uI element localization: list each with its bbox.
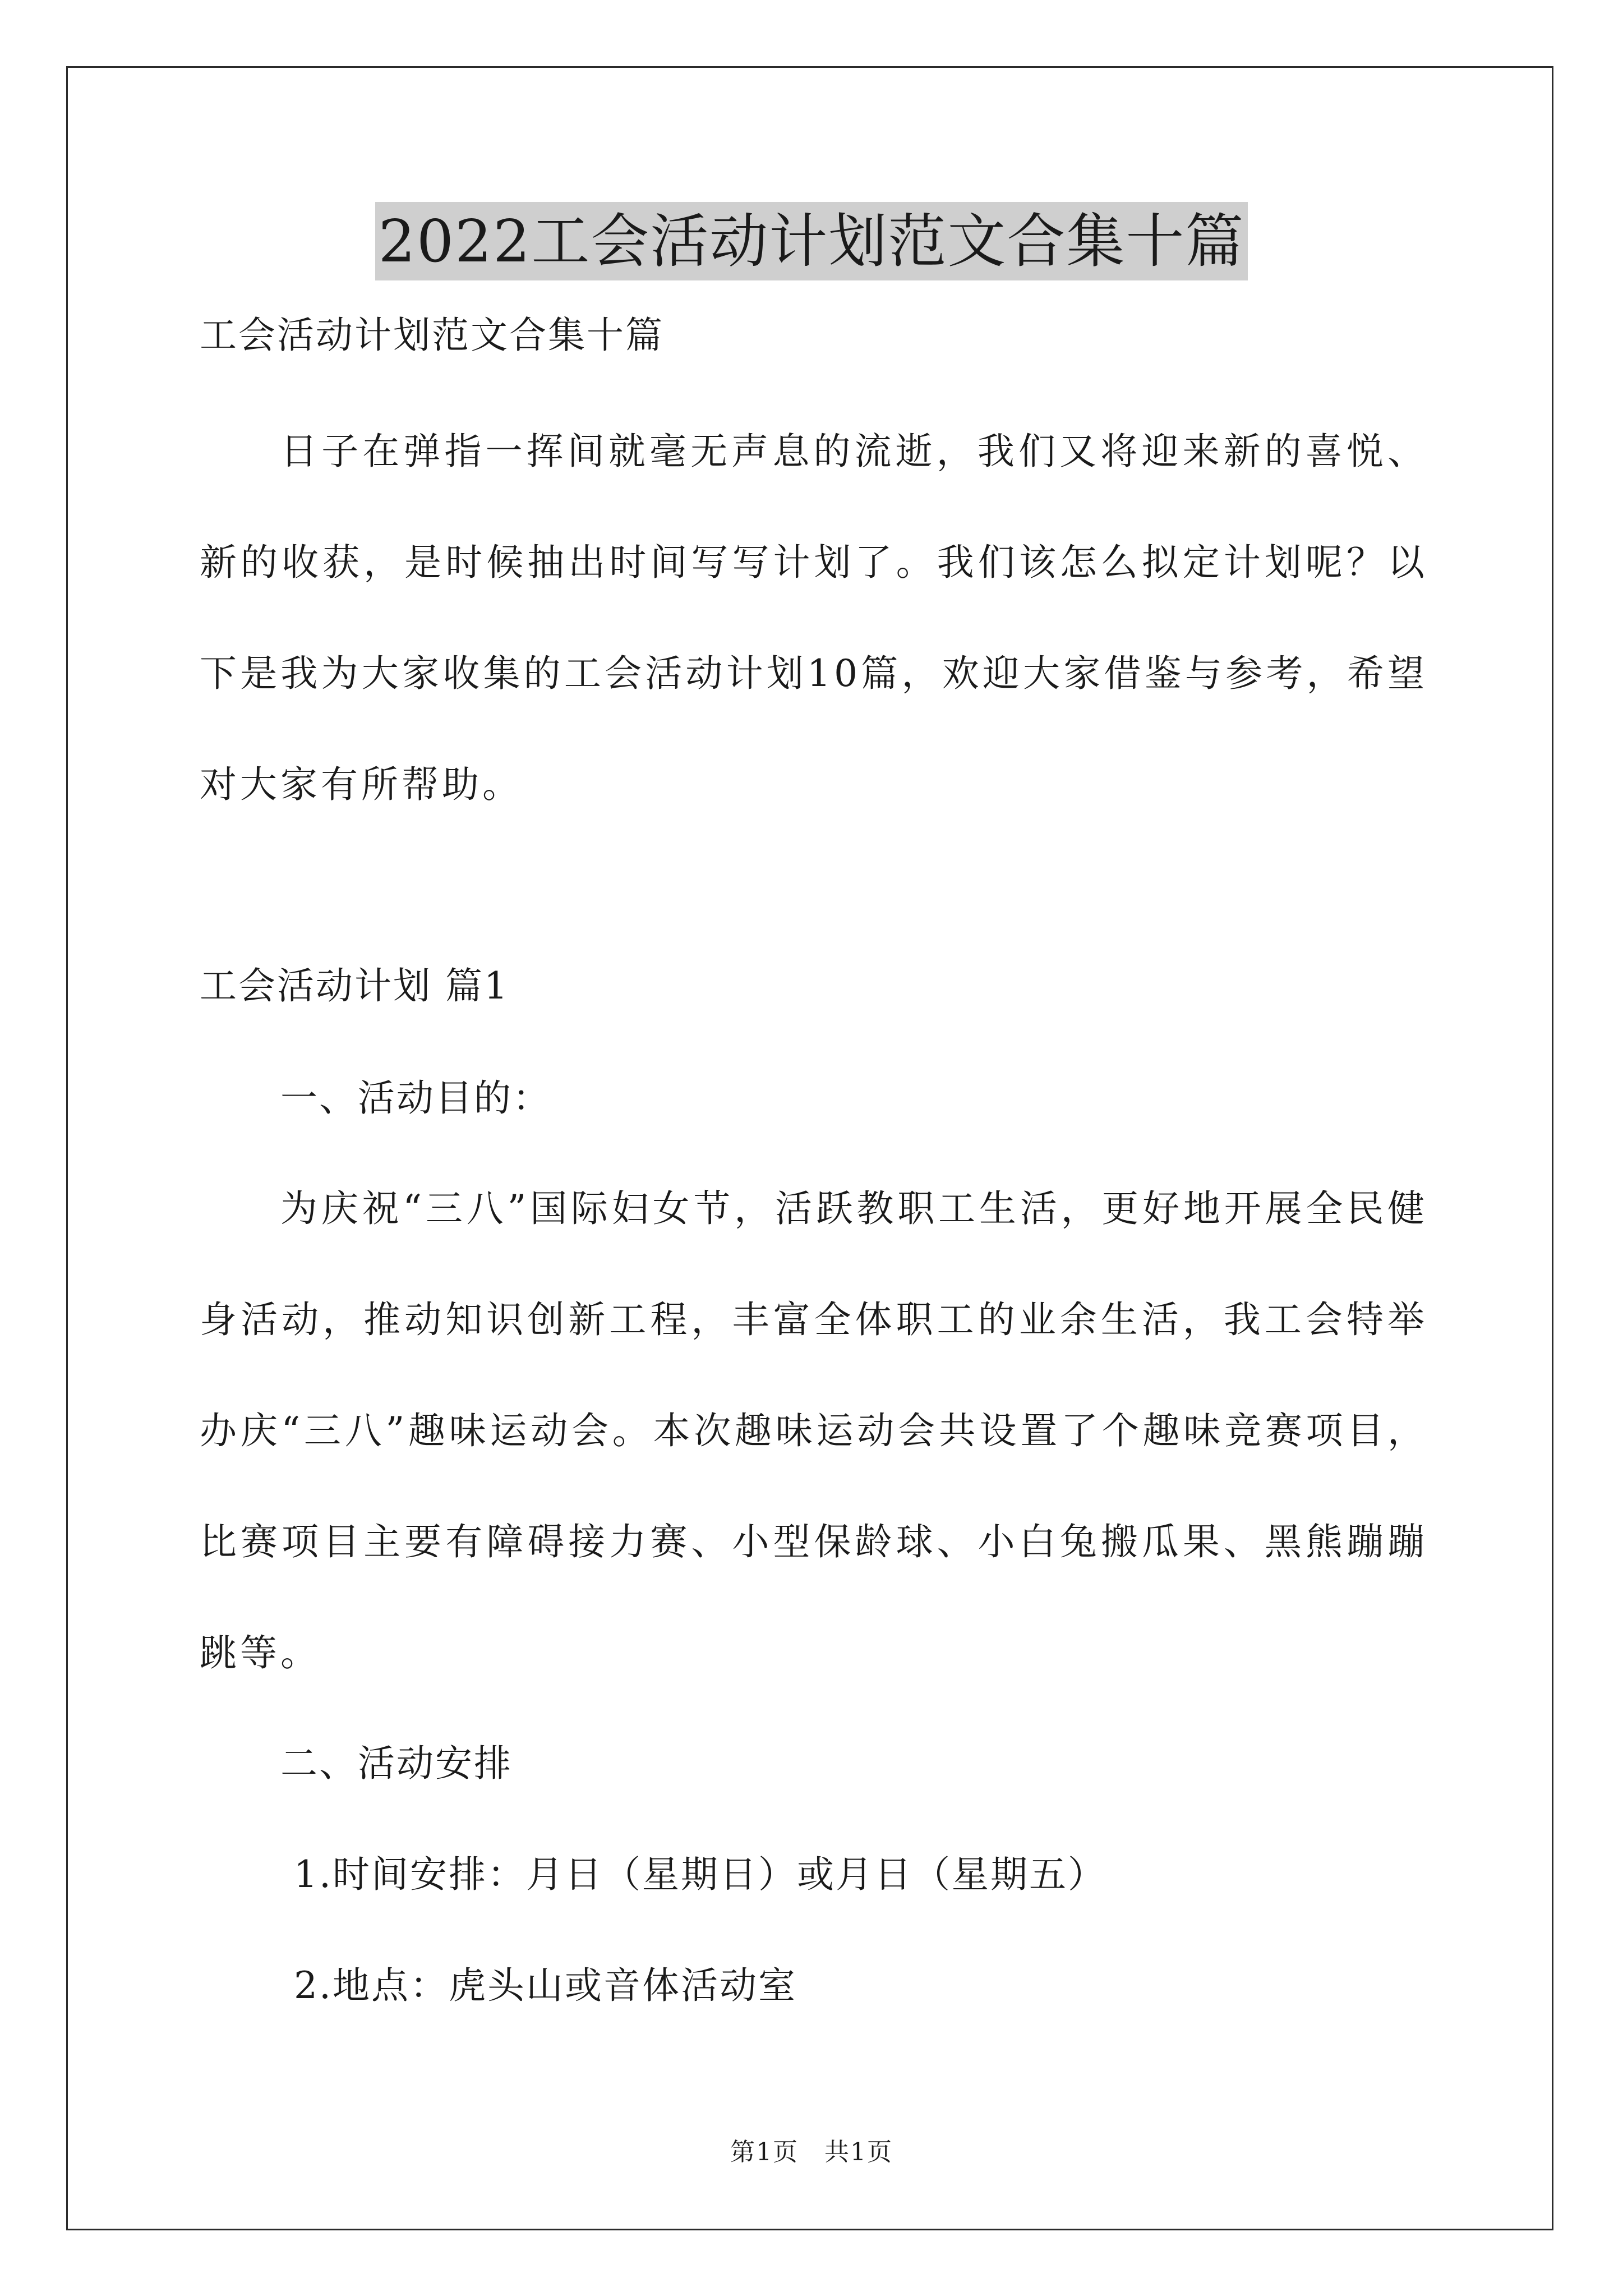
heading-purpose: 一、活动目的：	[280, 1076, 551, 1120]
document-title: 2022工会活动计划范文合集十篇	[375, 202, 1248, 280]
list-item-location: 2.地点：虎头山或音体活动室	[294, 1964, 797, 2007]
intro-paragraph: 日子在弹指一挥间就毫无声息的流逝，我们又将迎来新的喜悦、新的收获，是时候抽出时间写写计划了。我们该怎么拟定计划呢？以下是我为大家收集的工会活动计划10篇，欢迎大家借鉴与参考，希望对大家有所帮助。	[200, 430, 1428, 806]
title-container	[0, 202, 1623, 280]
section-heading: 工会活动计划 篇1	[200, 964, 509, 1007]
list-item-time: 1.时间安排：月日（星期日）或月日（星期五）	[294, 1853, 1106, 1896]
heading-arrangement: 二、活动安排	[280, 1742, 513, 1785]
document-body	[200, 307, 1428, 2014]
page-footer: 第1页 共1页	[730, 2138, 893, 2166]
purpose-paragraph: 为庆祝“三八”国际妇女节，活跃教职工生活，更好地开展全民健身活动，推动知识创新工程，丰富全体职工的业余生活，我工会特举办庆“三八”趣味运动会。本次趣味运动会共设置了个趣味竞赛项目，比赛项目主要有障碍接力赛、小型保龄球、小白兔搬瓜果、黑熊蹦蹦跳等。	[200, 1187, 1428, 1674]
document-subtitle: 工会活动计划范文合集十篇	[200, 314, 664, 357]
